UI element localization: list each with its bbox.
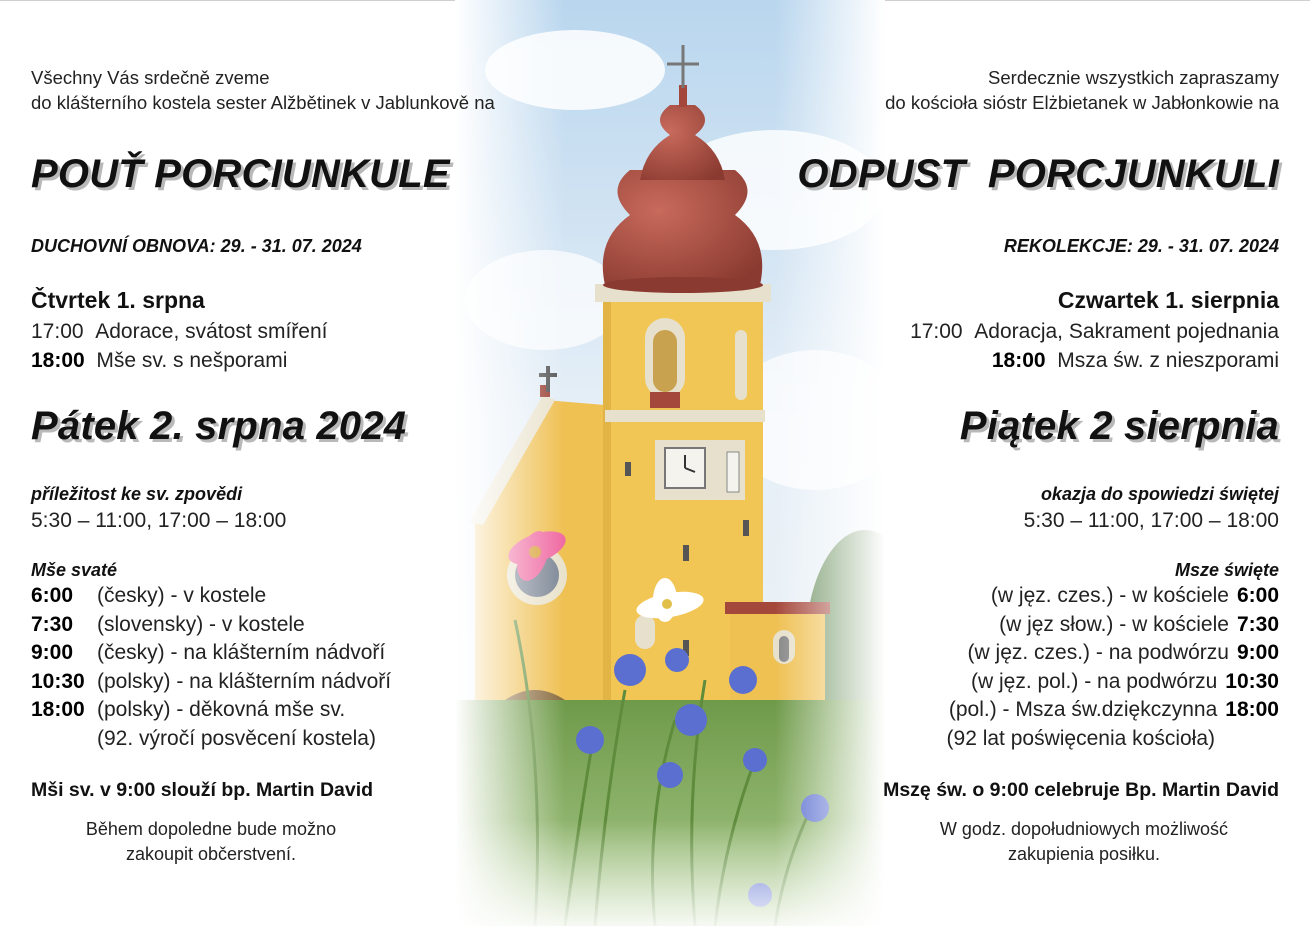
polish-day1-item	[910, 346, 1279, 375]
polish-day1-schedule	[910, 317, 1279, 375]
polish-day2-heading: Piątek 2 sierpnia	[959, 404, 1279, 448]
schedule-text: Adorace, svátost smíření	[95, 320, 328, 343]
polish-intro	[885, 65, 1279, 115]
czech-intro-line-2: do klášterního kostela sester Alžbětinek v Jablunkově na	[31, 92, 495, 113]
mass-time: 9:00	[1236, 641, 1279, 664]
mass-row	[31, 639, 391, 668]
mass-time: 6:00	[1236, 584, 1279, 607]
polish-intro-line-1: Serdecznie wszystkich zapraszamy	[988, 67, 1279, 88]
refreshments-line-1: W godz. dopołudniowych możliwość	[939, 819, 1229, 839]
schedule-text: Adoracja, Sakrament pojednania	[974, 320, 1279, 343]
mass-row	[31, 696, 391, 725]
mass-note	[947, 725, 1279, 754]
czech-retreat-dates: DUCHOVNÍ OBNOVA: 29. - 31. 07. 2024	[31, 236, 362, 256]
czech-intro-line-1: Všechny Vás srdečně zveme	[31, 67, 270, 88]
church-photo	[455, 0, 885, 926]
schedule-time: 18:00	[991, 349, 1046, 372]
mass-time: 6:00	[31, 584, 74, 607]
mass-time: 7:30	[31, 612, 74, 636]
czech-mass-list	[31, 582, 391, 753]
mass-row	[31, 668, 391, 697]
mass-row	[947, 639, 1279, 668]
schedule-time: 17:00	[910, 320, 963, 343]
polish-confession-label: okazja do spowiedzi świętej	[1040, 484, 1279, 504]
czech-day2-heading: Pátek 2. srpna 2024	[31, 404, 407, 448]
mass-row	[947, 611, 1279, 640]
mass-row	[947, 582, 1279, 611]
mass-row	[947, 696, 1279, 725]
refreshments-line-2: zakoupit občerstvení.	[125, 844, 297, 864]
czech-day1-heading: Čtvrtek 1. srpna	[31, 287, 205, 313]
mass-note-text: (92 lat poświęcenia kościoła)	[946, 726, 1215, 750]
mass-row	[31, 582, 391, 611]
czech-title: POUŤ PORCIUNKULE	[31, 152, 450, 196]
mass-row	[31, 611, 391, 640]
mass-desc: (w jęz słow.) - w kościele	[999, 612, 1229, 636]
mass-desc: (slovensky) - v kostele	[97, 612, 305, 636]
czech-day1-item	[31, 317, 328, 346]
mass-time: 18:00	[1225, 698, 1279, 721]
schedule-time: 18:00	[31, 349, 85, 372]
mass-time: 18:00	[31, 698, 85, 721]
schedule-time: 17:00	[31, 320, 84, 343]
polish-confession-times: 5:30 – 11:00, 17:00 – 18:00	[1023, 509, 1279, 532]
czech-confession-times: 5:30 – 11:00, 17:00 – 18:00	[31, 509, 287, 532]
schedule-text: Msza św. z nieszporami	[1057, 349, 1279, 372]
polish-refreshments	[889, 817, 1279, 867]
polish-intro-line-2: do kościoła sióstr Elżbietanek w Jabłonkowie na	[885, 92, 1279, 113]
polish-retreat-dates: REKOLEKCJE: 29. - 31. 07. 2024	[1003, 236, 1279, 256]
czech-masses-label: Mše svaté	[31, 560, 118, 580]
mass-time: 7:30	[1236, 612, 1279, 636]
mass-desc: (česky) - na klášterním nádvoří	[97, 641, 386, 664]
polish-celebrant: Mszę św. o 9:00 celebruje Bp. Martin David	[883, 779, 1279, 801]
refreshments-line-2: zakupienia posiłku.	[1007, 844, 1161, 864]
mass-desc: (polsky) - na klášterním nádvoří	[97, 669, 392, 693]
mass-row	[947, 668, 1279, 697]
polish-mass-list	[947, 582, 1279, 753]
polish-day1-heading: Czwartek 1. sierpnia	[1057, 287, 1279, 313]
mass-note	[31, 725, 391, 754]
czech-day1-item	[31, 346, 328, 375]
polish-day1-item	[910, 317, 1279, 346]
czech-intro	[31, 65, 495, 115]
mass-desc: (česky) - v kostele	[97, 584, 267, 607]
mass-time: 9:00	[31, 641, 74, 664]
mass-desc: (w jęz. czes.) - na podwórzu	[967, 641, 1229, 664]
czech-refreshments	[31, 817, 391, 867]
czech-celebrant: Mši sv. v 9:00 slouží bp. Martin David	[31, 779, 374, 801]
polish-title: ODPUST PORCJUNKULI	[797, 152, 1279, 196]
refreshments-line-1: Během dopoledne bude možno	[85, 819, 337, 839]
polish-masses-label: Msze święte	[1174, 560, 1279, 580]
czech-confession-label: příležitost ke sv. zpovědi	[31, 484, 243, 504]
mass-time: 10:30	[31, 669, 85, 693]
mass-note-text: (92. výročí posvěcení kostela)	[97, 726, 376, 750]
mass-desc: (pol.) - Msza św.dziękczynna	[948, 698, 1218, 721]
mass-time: 10:30	[1225, 669, 1279, 693]
mass-desc: (polsky) - děkovná mše sv.	[97, 698, 346, 721]
mass-desc: (w jęz. pol.) - na podwórzu	[971, 669, 1218, 693]
schedule-text: Mše sv. s nešporami	[96, 349, 288, 372]
czech-day1-schedule	[31, 317, 328, 375]
mass-desc: (w jęz. czes.) - w kościele	[990, 584, 1229, 607]
